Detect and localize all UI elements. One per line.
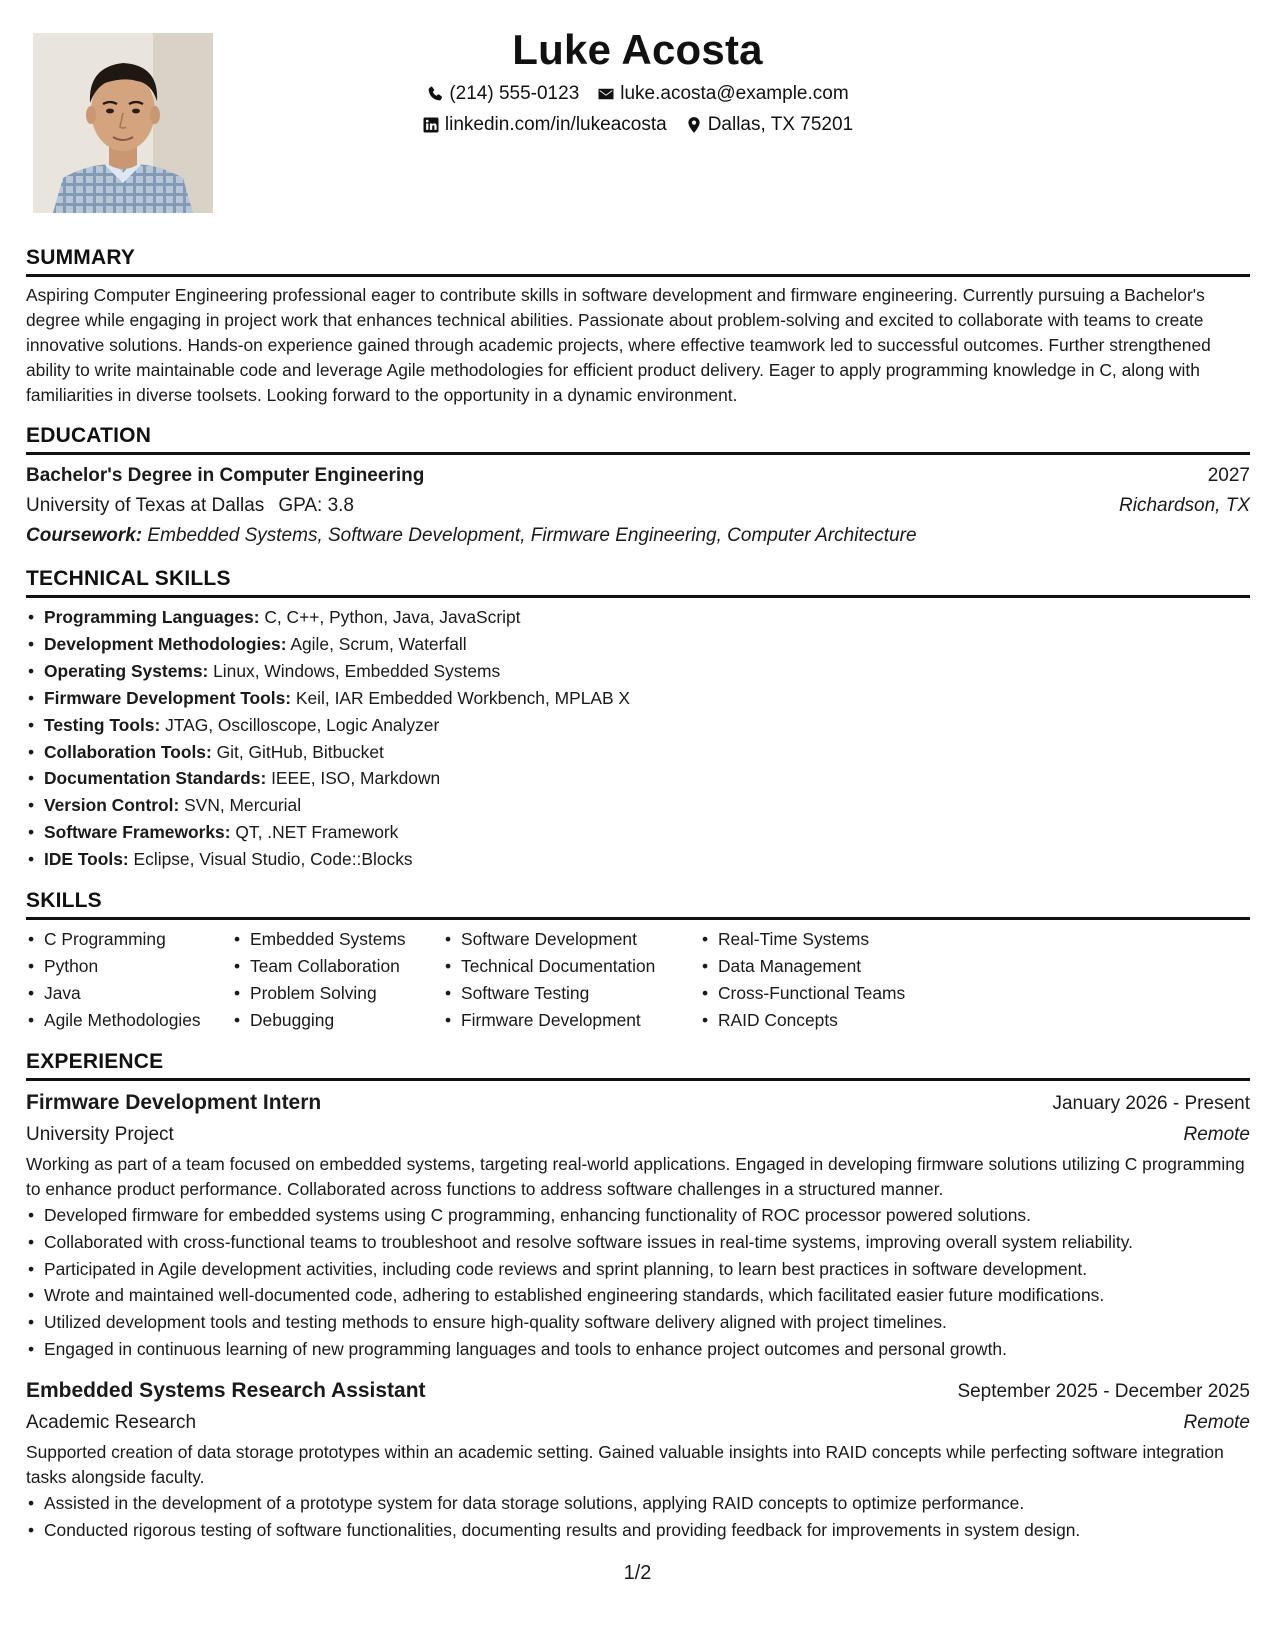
skills-grid <box>26 926 1250 1034</box>
linkedin-text[interactable]: linkedin.com/in/lukeacosta <box>444 114 667 135</box>
job-title: Embedded Systems Research Assistant <box>26 1379 426 1403</box>
job-org-row <box>26 1407 1250 1438</box>
skills-column <box>26 926 232 1034</box>
gpa: GPA: 3.8 <box>278 495 354 516</box>
skill-item: • Real-Time Systems <box>700 926 950 953</box>
job-title: Firmware Development Intern <box>26 1090 322 1114</box>
coursework <box>26 521 1250 551</box>
skill-item: • C Programming <box>26 926 232 953</box>
degree-year: 2027 <box>1207 465 1250 486</box>
skill-category: Documentation Standards: <box>44 768 267 789</box>
technical-skill-item <box>26 685 1250 712</box>
skill-values: Eclipse, Visual Studio, Code::Blocks <box>133 849 413 870</box>
phone-text: (214) 555-0123 <box>449 83 580 104</box>
job-org-row <box>26 1119 1250 1150</box>
job-dates: September 2025 - December 2025 <box>957 1381 1250 1403</box>
school-name: University of Texas at Dallas <box>26 495 265 516</box>
skill-category: Version Control: <box>44 795 180 816</box>
phone-icon <box>426 85 444 103</box>
job-description: Working as part of a team focused on embedded systems, targeting real-world applications. Engaged in developing firmware solutions utilizing C programming to enhance product performance. Collaborated across functions to address software challenges in a structured manner. <box>26 1153 1245 1199</box>
section-title-technical-skills: TECHNICAL SKILLS <box>26 565 1250 598</box>
experience-section <box>26 1048 1250 1544</box>
map-pin-icon <box>685 116 703 134</box>
contact-phone <box>426 78 579 109</box>
school-info <box>26 491 354 521</box>
technical-skill-item <box>26 712 1250 739</box>
job-title-row <box>26 1087 1250 1119</box>
section-title-education: EDUCATION <box>26 422 1250 455</box>
skill-category: Software Frameworks: <box>44 822 231 843</box>
resume-header <box>0 22 1275 140</box>
job-bullet: • Collaborated with cross-functional teams to troubleshoot and resolve software issues in real-time systems, improving overall system reliability. <box>26 1229 1250 1256</box>
skill-values: IEEE, ISO, Markdown <box>271 768 441 789</box>
skill-values: JTAG, Oscilloscope, Logic Analyzer <box>165 714 440 735</box>
skill-item: • Embedded Systems <box>232 926 443 953</box>
technical-skill-item <box>26 604 1250 631</box>
technical-skills-list <box>26 604 1250 873</box>
skill-item: • Cross-Functional Teams <box>700 980 950 1007</box>
technical-skill-item <box>26 819 1250 846</box>
skills-section <box>26 887 1250 1034</box>
technical-skill-item <box>26 846 1250 873</box>
job-organization: Academic Research <box>26 1412 197 1434</box>
job-entry <box>26 1087 1250 1363</box>
skill-item: • Agile Methodologies <box>26 1007 232 1034</box>
skill-values: Linux, Windows, Embedded Systems <box>213 660 501 681</box>
skill-values: C, C++, Python, Java, JavaScript <box>264 607 521 627</box>
contact-line-2 <box>0 109 1275 140</box>
skill-values: Git, GitHub, Bitbucket <box>216 741 384 762</box>
skill-category: Firmware Development Tools: <box>44 687 292 708</box>
skills-column <box>700 926 950 1034</box>
skills-column <box>443 926 700 1034</box>
job-bullet: • Utilized development tools and testing methods to ensure high-quality software delivery aligned with project timelines. <box>26 1309 1250 1336</box>
education-degree-row <box>26 461 1250 491</box>
technical-skill-item <box>26 765 1250 792</box>
job-bullet: • Conducted rigorous testing of software functionalities, documenting results and providing feedback for improvements in system design. <box>26 1517 1250 1544</box>
contact-email[interactable] <box>597 78 848 109</box>
technical-skills-section <box>26 565 1250 873</box>
location-text: Dallas, TX 75201 <box>707 114 854 135</box>
coursework-list: Embedded Systems, Software Development, Firmware Engineering, Computer Architecture <box>147 525 917 546</box>
skill-item: • Software Development <box>443 926 700 953</box>
technical-skill-item <box>26 658 1250 685</box>
job-description: Supported creation of data storage prototypes within an academic setting. Gained valuable insights into RAID concepts while perfecting software integration tasks alongside faculty. <box>26 1442 1224 1488</box>
skill-values: Agile, Scrum, Waterfall <box>290 633 467 654</box>
skill-category: Operating Systems: <box>44 660 209 681</box>
contact-linkedin[interactable] <box>422 109 667 140</box>
job-location: Remote <box>1183 1123 1250 1145</box>
page-number: 1/2 <box>623 1562 652 1584</box>
envelope-icon <box>597 85 615 103</box>
candidate-name: Luke Acosta <box>512 26 763 73</box>
contact-line-1 <box>0 78 1275 109</box>
summary-text: Aspiring Computer Engineering professional eager to contribute skills in software development and firmware engineering. Currently pursuing a Bachelor's degree while engaging in project work that enhances technical abilities. Passionate about problem-solving and excited to collaborate with teams to create innovative solutions. Hands-on experience gained through academic projects, where effective teamwork led to successful outcomes. Further strengthened ability to write maintainable code and leverage Agile methodologies for efficient product delivery. Eager to apply programming knowledge in C, along with familiarities in diverse toolsets. Looking forward to the opportunity in a dynamic environment. <box>26 285 1211 405</box>
skill-values: Keil, IAR Embedded Workbench, MPLAB X <box>295 687 631 708</box>
school-location: Richardson, TX <box>1119 495 1250 516</box>
job-bullet: • Engaged in continuous learning of new programming languages and tools to enhance project outcomes and personal growth. <box>26 1336 1250 1363</box>
job-entry <box>26 1375 1250 1544</box>
job-location: Remote <box>1183 1412 1250 1434</box>
section-title-experience: EXPERIENCE <box>26 1048 1250 1081</box>
skill-item: • RAID Concepts <box>700 1007 950 1034</box>
skill-category: Collaboration Tools: <box>44 741 212 762</box>
section-title-skills: SKILLS <box>26 887 1250 920</box>
job-title-row <box>26 1375 1250 1407</box>
degree-name: Bachelor's Degree in Computer Engineering <box>26 465 425 486</box>
coursework-label: Coursework: <box>26 525 143 546</box>
education-section <box>26 422 1250 551</box>
job-bullet: • Assisted in the development of a prototype system for data storage solutions, applying RAID concepts to optimize performance. <box>26 1490 1250 1517</box>
technical-skill-item <box>26 792 1250 819</box>
skill-item: • Software Testing <box>443 980 700 1007</box>
skill-item: • Java <box>26 980 232 1007</box>
skill-item: • Team Collaboration <box>232 953 443 980</box>
section-title-summary: SUMMARY <box>26 244 1250 277</box>
skill-category: Development Methodologies: <box>44 633 287 654</box>
skill-item: • Problem Solving <box>232 980 443 1007</box>
job-bullets <box>26 1202 1250 1363</box>
skill-category: IDE Tools: <box>44 849 129 870</box>
job-bullets <box>26 1490 1250 1544</box>
education-school-row <box>26 491 1250 521</box>
skill-item: • Firmware Development <box>443 1007 700 1034</box>
skill-item: • Technical Documentation <box>443 953 700 980</box>
skill-category: Testing Tools: <box>44 714 161 735</box>
skill-values: QT, .NET Framework <box>235 822 399 843</box>
skills-column <box>232 926 443 1034</box>
technical-skill-item <box>26 739 1250 766</box>
skill-item: • Debugging <box>232 1007 443 1034</box>
technical-skill-item <box>26 631 1250 658</box>
resume-body <box>26 244 1250 1558</box>
job-bullet: • Wrote and maintained well-documented code, adhering to established engineering standards, which facilitated easier future modifications. <box>26 1282 1250 1309</box>
skill-item: • Python <box>26 953 232 980</box>
job-organization: University Project <box>26 1123 174 1145</box>
summary-section <box>26 244 1250 408</box>
job-bullet: • Developed firmware for embedded systems using C programming, enhancing functionality of ROC processor powered solutions. <box>26 1202 1250 1229</box>
email-text[interactable]: luke.acosta@example.com <box>620 83 849 104</box>
job-bullet: • Participated in Agile development activities, including code reviews and sprint planning, to learn best practices in software development. <box>26 1256 1250 1283</box>
contact-location <box>685 109 853 140</box>
skill-category: Programming Languages: <box>44 607 260 627</box>
skill-item: • Data Management <box>700 953 950 980</box>
job-dates: January 2026 - Present <box>1052 1092 1250 1114</box>
linkedin-icon <box>422 116 440 134</box>
skill-values: SVN, Mercurial <box>184 795 302 816</box>
